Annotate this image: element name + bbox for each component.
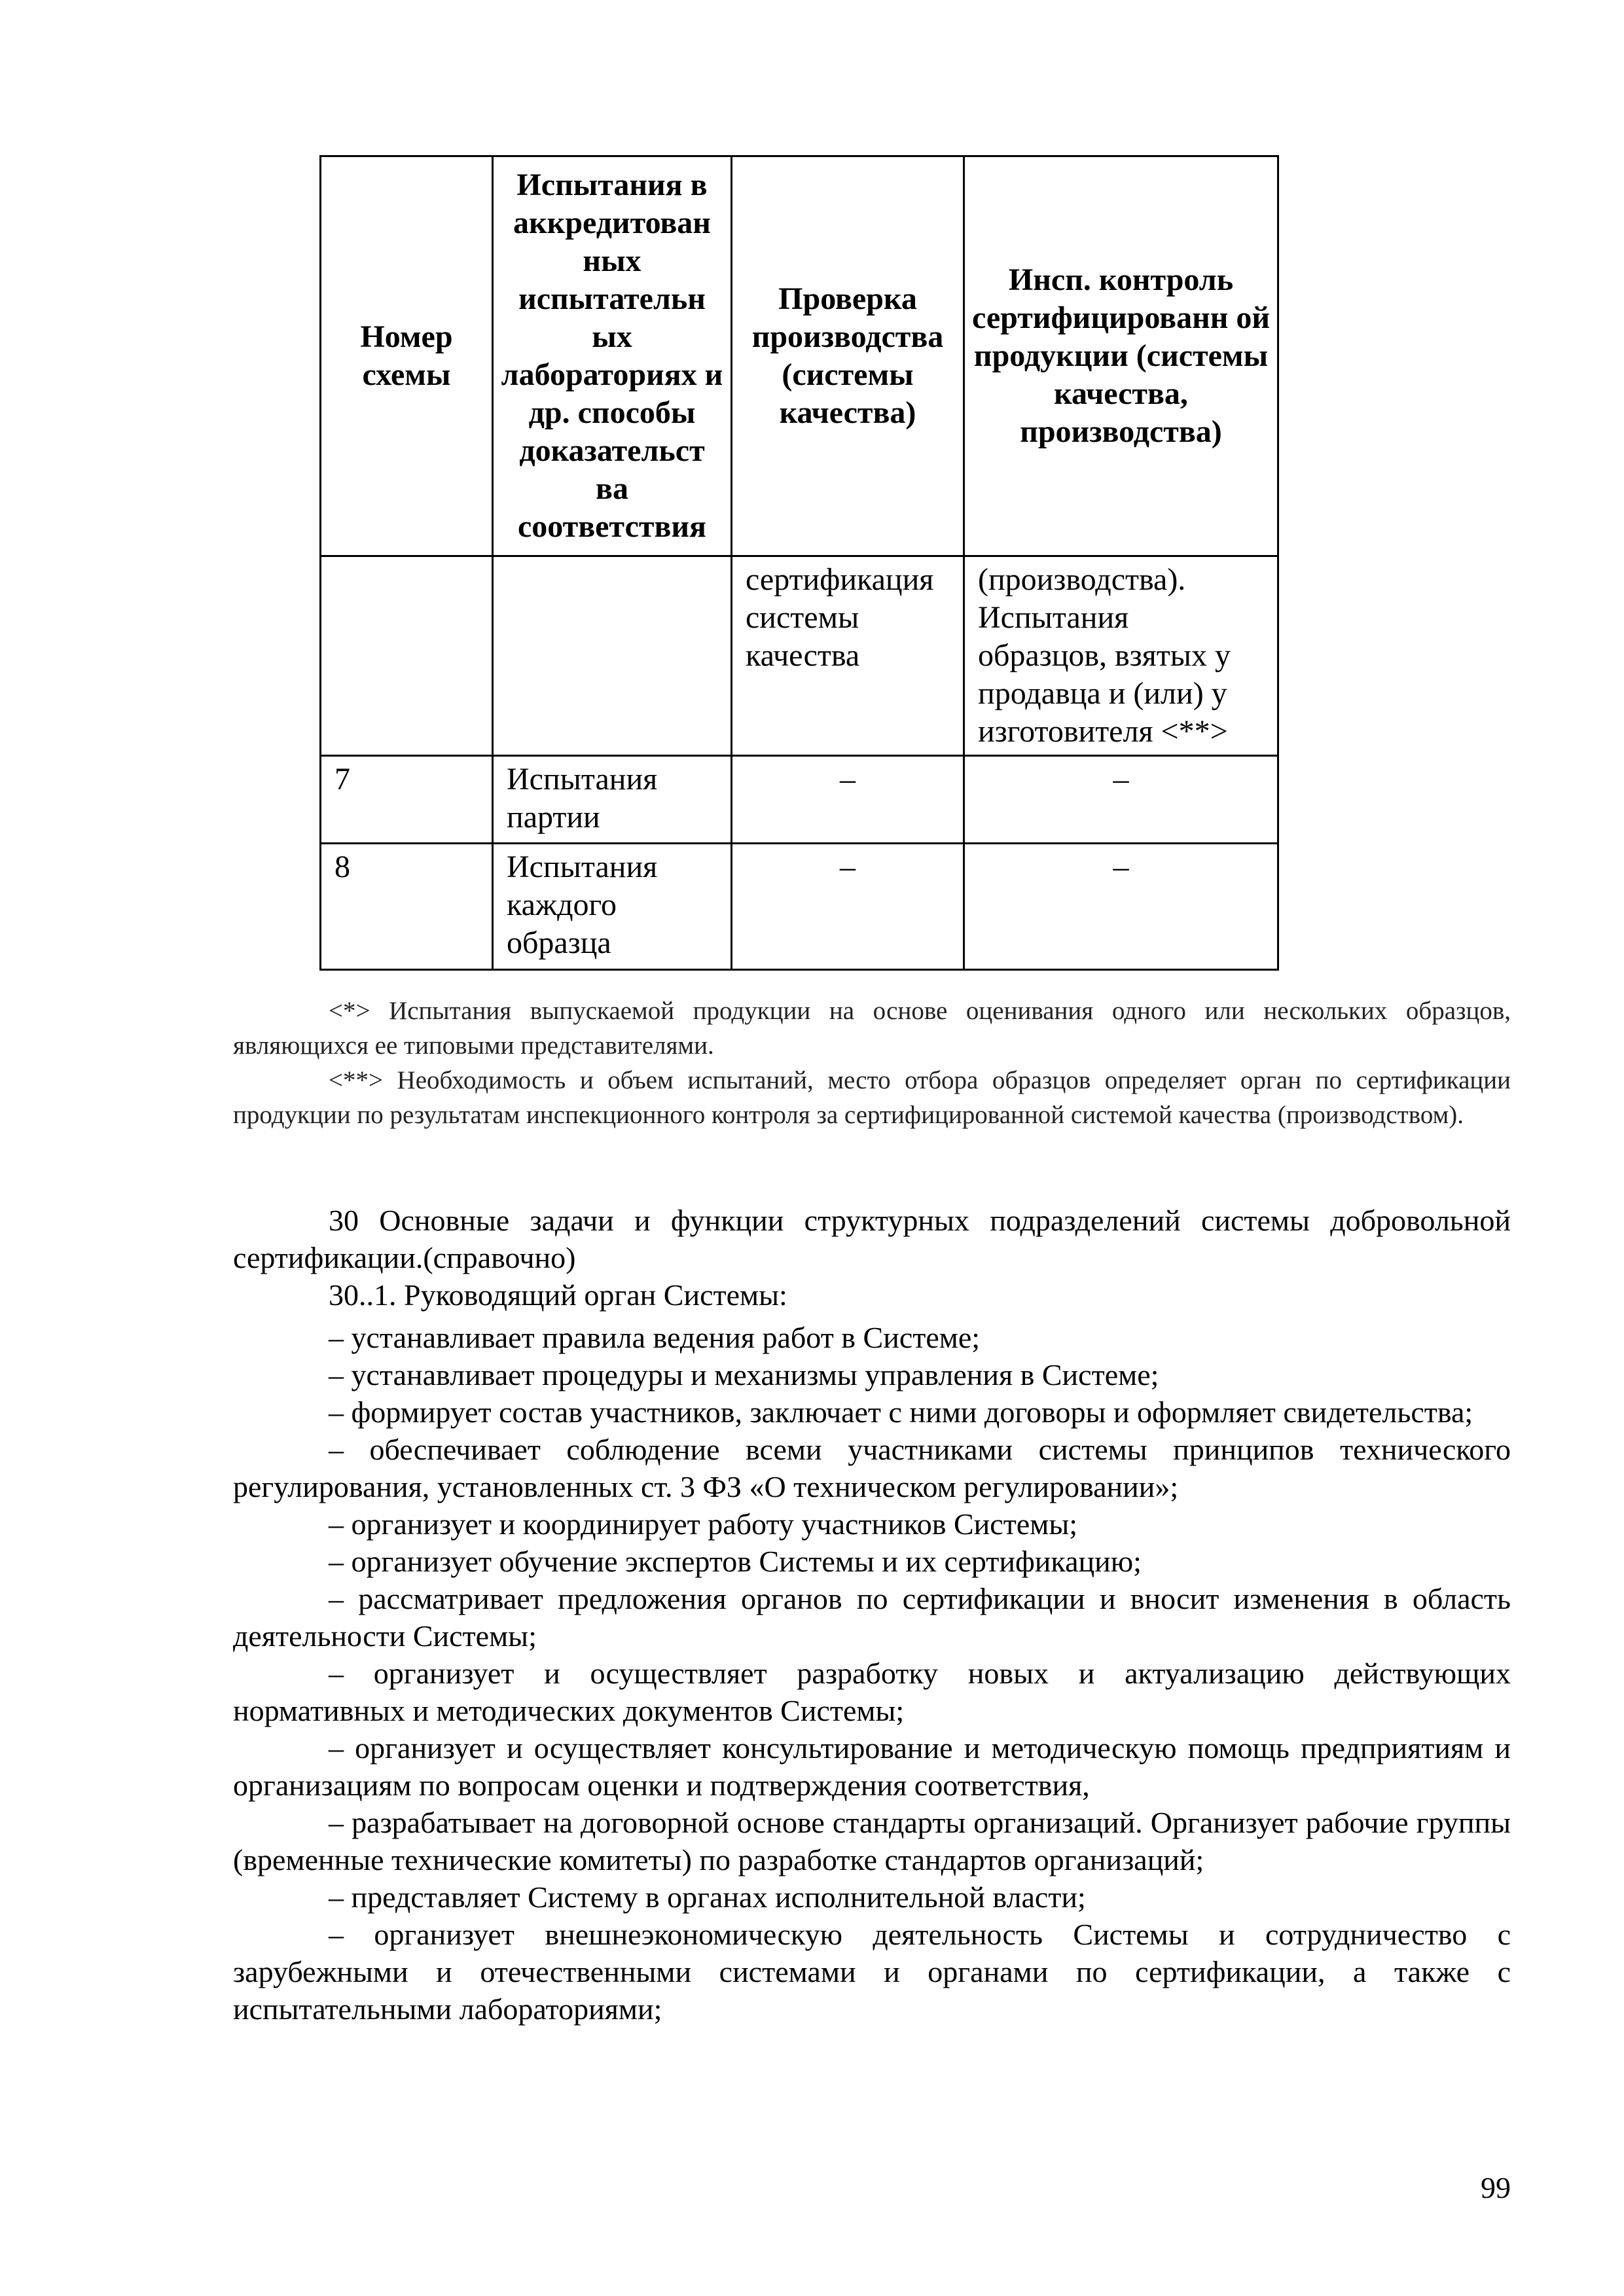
table-cell: Испытания партии	[493, 756, 732, 844]
certification-schemes-table	[319, 155, 1279, 971]
list-item: – обеспечивает соблюдение всеми участниками системы принципов технического регулирования, установленных ст. 3 ФЗ «О техническом регулировании»;	[233, 1433, 1511, 1503]
page-number: 99	[1481, 2171, 1511, 2204]
list-item: – организует и осуществляет разработку новых и актуализацию действующих нормативных и методических документов Системы;	[233, 1657, 1511, 1727]
table-cell: (производства). Испытания образцов, взятых у продавца и (или) у изготовителя <**>	[964, 556, 1278, 756]
section-body	[233, 1202, 1511, 2028]
list-item: – устанавливает правила ведения работ в Системе;	[329, 1321, 981, 1354]
list-item: – разрабатывает на договорной основе стандарты организаций. Организует рабочие группы (временные технические комитеты) по разработке стандартов организаций;	[233, 1806, 1511, 1876]
table-row	[321, 756, 1278, 844]
header-scheme-number: Номер схемы	[321, 156, 493, 556]
table-cell: 7	[321, 756, 493, 844]
table-cell: 8	[321, 844, 493, 970]
list-item: – организует и координирует работу участников Системы;	[329, 1507, 1078, 1541]
list-item: – представляет Систему в органах исполнительной власти;	[329, 1880, 1086, 1914]
section-heading: 30 Основные задачи и функции структурных подразделений системы добровольной сертификации.(справочно)	[233, 1204, 1511, 1274]
table-row	[321, 844, 1278, 970]
footnote: <**> Необходимость и объем испытаний, место отбора образцов определяет орган по сертификации продукции по результатам инспекционного контроля за сертифицированной системой качества (производством).	[233, 1066, 1511, 1129]
table-cell: –	[964, 756, 1278, 844]
table-cell: сертификация системы качества	[732, 556, 964, 756]
table-cell	[493, 556, 732, 756]
list-item: – организует внешнеэкономическую деятельность Системы и сотрудничество с зарубежными и отечественными системами и органами по сертификации, а также с испытательными лабораториями;	[233, 1918, 1511, 2026]
section-subheading: 30..1. Руководящий орган Системы:	[329, 1278, 787, 1312]
table-cell: –	[732, 844, 964, 970]
header-production-check: Проверка производства (системы качества)	[732, 156, 964, 556]
table-cell	[321, 556, 493, 756]
list-item: – устанавливает процедуры и механизмы управления в Системе;	[329, 1358, 1159, 1391]
list-item: – формирует состав участников, заключает с ними договоры и оформляет свидетельства;	[329, 1395, 1473, 1429]
footnotes	[233, 994, 1511, 1132]
footnote: <*> Испытания выпускаемой продукции на основе оценивания одного или нескольких образцов, являющихся ее типовыми представителями.	[233, 997, 1511, 1060]
list-item: – организует обучение экспертов Системы и их сертификацию;	[329, 1545, 1142, 1578]
table-header-row	[321, 156, 1278, 556]
header-inspection-control: Инсп. контроль сертифицированн ой продукции (системы качества, производства)	[964, 156, 1278, 556]
table-cell: –	[732, 756, 964, 844]
table-cell: –	[964, 844, 1278, 970]
table-row	[321, 556, 1278, 756]
list-item: – рассматривает предложения органов по сертификации и вносит изменения в область деятельности Системы;	[233, 1582, 1511, 1653]
table-cell: Испытания каждого образца	[493, 844, 732, 970]
list-item: – организует и осуществляет консультирование и методическую помощь предприятиям и организациям по вопросам оценки и подтверждения соответствия,	[233, 1731, 1511, 1802]
header-accredited-testing: Испытания в аккредитован ных испытательн ых лабораториях и др. способы доказательст ва соответствия	[493, 156, 732, 556]
